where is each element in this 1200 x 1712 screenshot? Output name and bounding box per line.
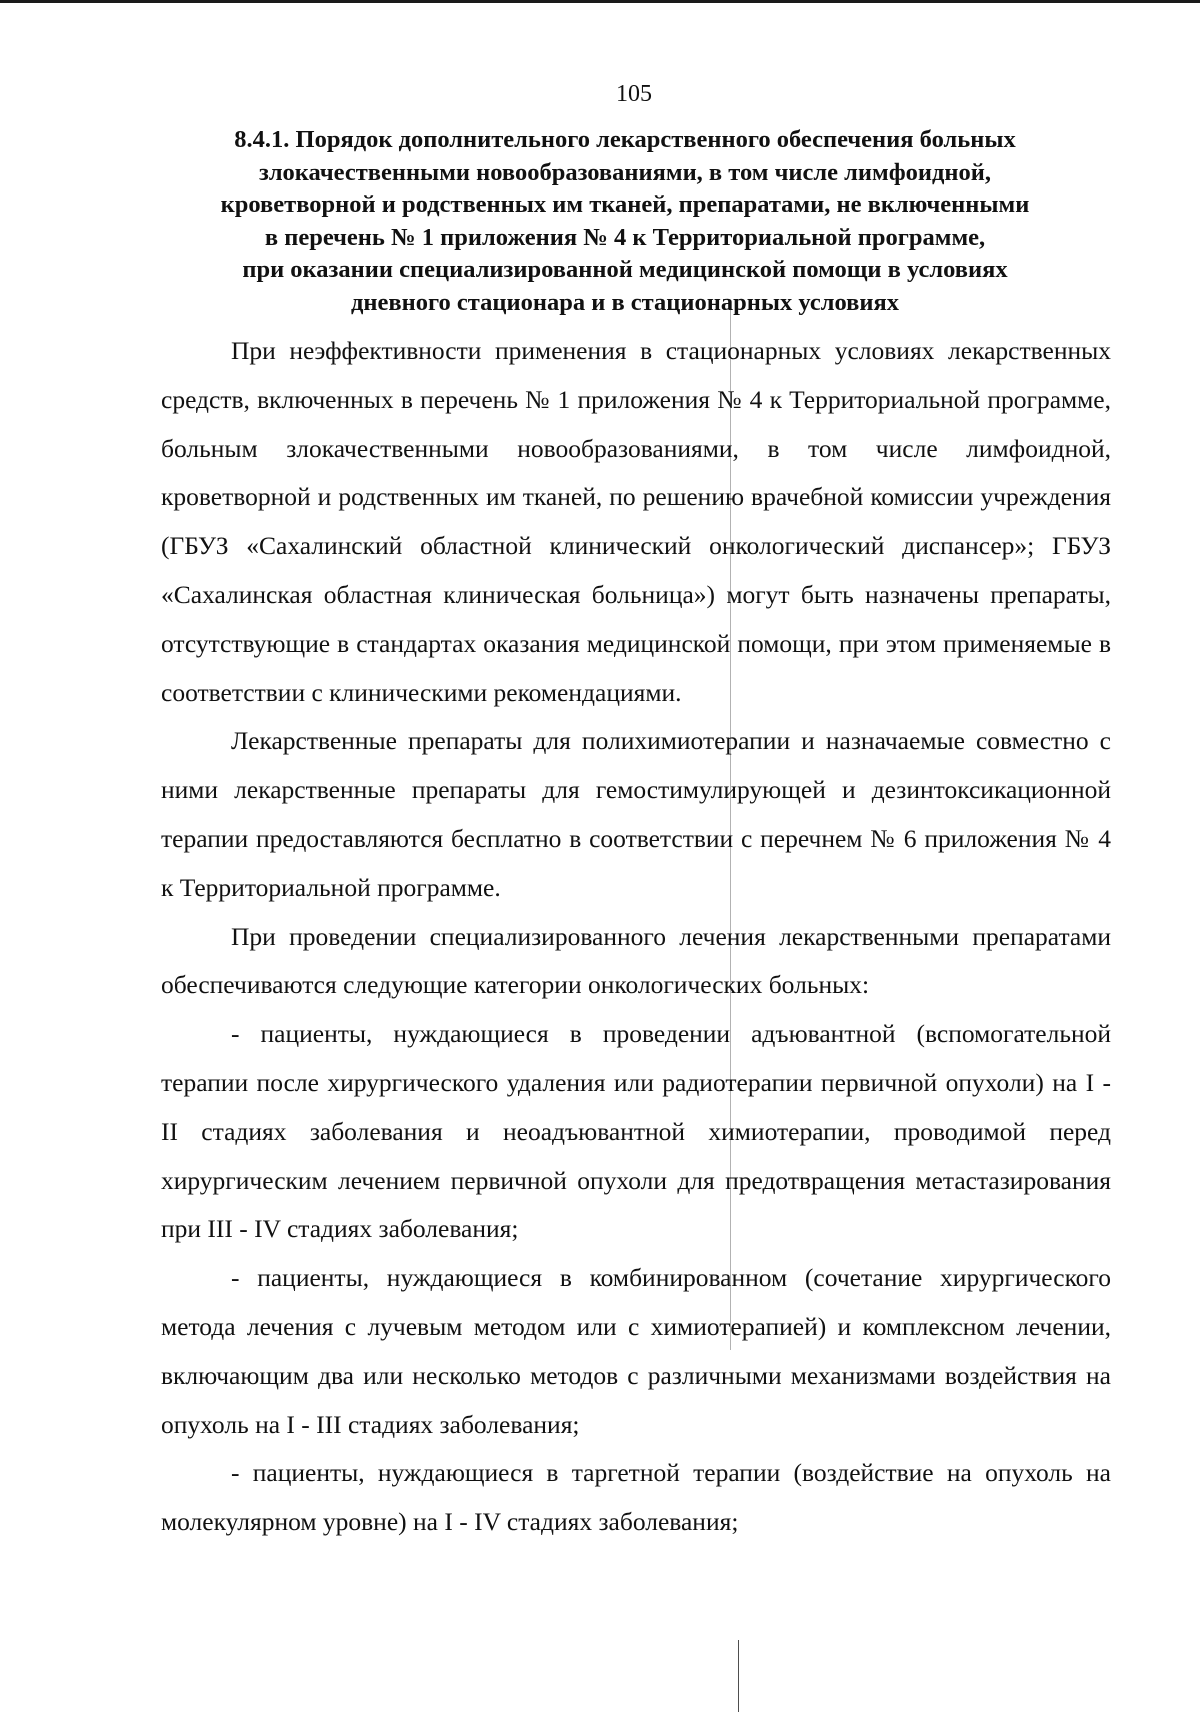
list-item-adjuvant: - пациенты, нуждающиеся в проведении адъювантной (вспомогательной терапии после хирургического удаления или радиотерапии первичной опухоли) на I - II стадиях заболевания и неоадъювантной химиотерапии, проводимой перед хирургическим лечением первичной опухоли для предотвращения метастазирования при III - IV стадиях заболевания;	[161, 1019, 1111, 1244]
paragraph-patient-categories: При проведении специализированного лечения лекарственными препаратами обеспечиваются следующие категории онкологических больных:	[161, 921, 1111, 1000]
heading-line: в перечень № 1 приложения № 4 к Территориальной программе,	[264, 223, 986, 251]
scan-fold-line-bottom	[738, 1640, 739, 1712]
paragraph-chemotherapy-drugs: Лекарственные препараты для полихимиотерапии и назначаемые совместно с ними лекарственные препараты для гемостимулирующей и дезинтоксикационной терапии предоставляются бесплатно в соответствии с перечнем № 6 приложения № 4 к Территориальной программе.	[161, 726, 1111, 902]
list-item-targeted: - пациенты, нуждающиеся в таргетной терапии (воздействие на опухоль на молекулярном уровне) на I - IV стадиях заболевания;	[161, 1458, 1111, 1537]
heading-line: 8.4.1. Порядок дополнительного лекарственного обеспечения больных	[234, 126, 1016, 153]
heading-line: при оказании специализированной медицинской помощи в условиях	[242, 256, 1008, 284]
paragraph-inefficiency: При неэффективности применения в стационарных условиях лекарственных средств, включенных в перечень № 1 приложения № 4 к Территориальной программе, больным злокачественными новообразованиями, в том числе лимфоидной, кроветворной и родственных им тканей, по решению врачебной комиссии учреждения (ГБУЗ «Сахалинский областной клинический онкологический диспансер»; ГБУЗ «Сахалинская областная клиническая больница») могут быть назначены препараты, отсутствующие в стандартах оказания медицинской помощи, при этом применяемые в соответствии с клиническими рекомендациями.	[161, 336, 1111, 707]
section-heading	[150, 124, 1100, 320]
scan-top-edge	[0, 0, 1200, 3]
list-item-combined: - пациенты, нуждающиеся в комбинированном (сочетание хирургического метода лечения с лучевым методом или с химиотерапией) и комплексном лечении, включающим два или несколько методов с различными механизмами воздействия на опухоль на I - III стадиях заболевания;	[161, 1263, 1111, 1439]
heading-line: злокачественными новообразованиями, в том числе лимфоидной,	[258, 158, 992, 186]
body-text	[161, 327, 1111, 1547]
heading-line: кроветворной и родственных им тканей, препаратами, не включенными	[220, 191, 1030, 219]
heading-line: дневного стационара и в стационарных условиях	[351, 288, 899, 316]
page-number: 105	[616, 81, 652, 107]
